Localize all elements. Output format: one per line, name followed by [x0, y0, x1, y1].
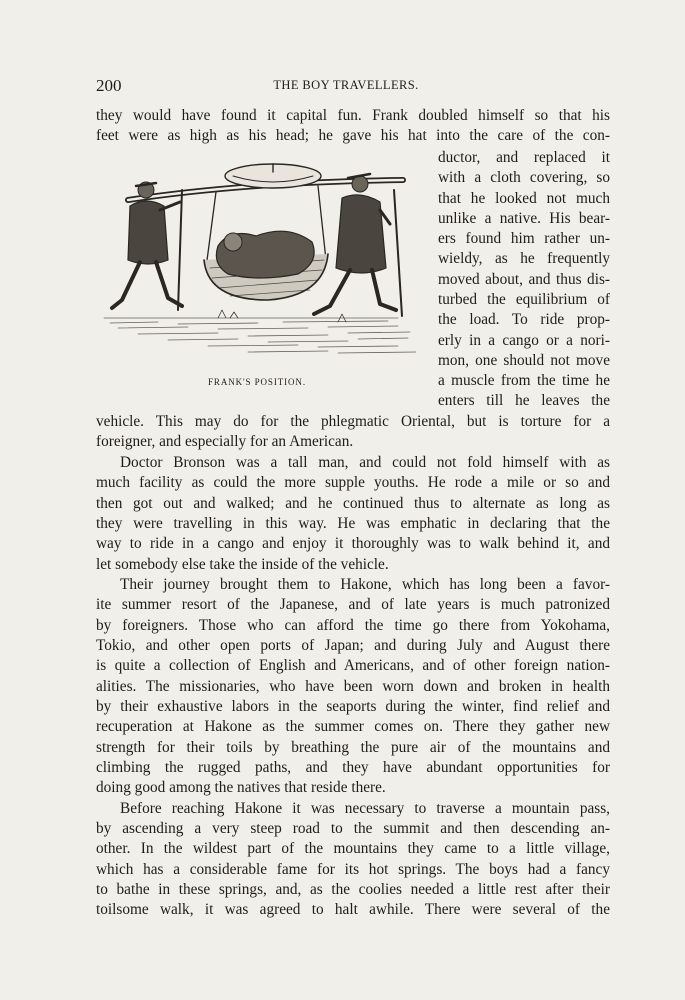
text-line: by their exhaustive labors in the seaports during the winter, find relief and — [96, 698, 610, 715]
text-line: erly in a cango or a nori- — [438, 332, 610, 349]
text-line: recuperation at Hakone as the summer comes on. There they gather new — [96, 718, 610, 735]
text-line: wieldy, as he frequently — [438, 250, 610, 267]
text-line: that he looked not much — [438, 190, 610, 207]
text-line: let somebody else take the inside of the vehicle. — [96, 556, 389, 573]
text-line: toilsome walk, it was agreed to halt awhile. There were several of the — [96, 901, 610, 918]
text-line: turbed the equilibrium of — [438, 291, 610, 308]
text-line: they were travelling in this way. He was emphatic in declaring that the — [96, 515, 610, 532]
text-line: much facility as could the more supple youths. He rode a mile or so and — [96, 474, 610, 491]
text-line: climbing the rugged paths, and they have abundant opportunities for — [96, 759, 610, 776]
text-line: alities. The missionaries, who have been worn down and broken in health — [96, 678, 610, 695]
text-line: ite summer resort of the Japanese, and of late years is much patronized — [96, 596, 610, 613]
text-line: by ascending a very steep road to the summit and then descending an- — [96, 820, 610, 837]
text-line: then got out and walked; and he continued thus to alternate as long as — [96, 495, 610, 512]
paragraph-start: Before reaching Hakone it was necessary to traverse a mountain pass, — [120, 800, 610, 817]
text-line: mon, one should not move — [438, 352, 610, 369]
text-line: other. In the wildest part of the mountains they came to a little village, — [96, 840, 610, 857]
text-line: they would have found it capital fun. Frank doubled himself so that his — [96, 107, 610, 124]
text-line: vehicle. This may do for the phlegmatic Oriental, but is torture for a — [96, 413, 610, 430]
page-number: 200 — [96, 76, 122, 95]
figure-caption: FRANK'S POSITION. — [208, 377, 306, 387]
text-line: moved about, and thus dis- — [438, 271, 610, 288]
text-line: enters till he leaves the — [438, 392, 610, 409]
illustration-cango-bearers — [98, 150, 416, 365]
text-line: is quite a collection of English and Americans, and of other foreign nation- — [96, 657, 610, 674]
text-line: the load. To ride prop- — [438, 311, 610, 328]
text-line: with a cloth covering, so — [438, 169, 610, 186]
running-header — [96, 76, 596, 96]
text-line: doing good among the natives that reside there. — [96, 779, 386, 796]
text-line: foreigner, and especially for an American. — [96, 433, 354, 450]
text-line: to bathe in these springs, and, as the coolies needed a little rest after their — [96, 881, 610, 898]
running-title: THE BOY TRAVELLERS. — [273, 78, 419, 92]
text-line: by foreigners. Those who can afford the time go there from Yokohama, — [96, 617, 610, 634]
paragraph-start: Doctor Bronson was a tall man, and could not fold himself with as — [120, 454, 610, 471]
text-line: ductor, and replaced it — [438, 149, 610, 166]
text-line: feet were as high as his head; he gave his hat into the care of the con- — [96, 127, 610, 144]
text-line: way to ride in a cango and enjoy it thoroughly was to walk behind it, and — [96, 535, 610, 552]
paragraph-start: Their journey brought them to Hakone, which has long been a favor- — [120, 576, 610, 593]
text-line: unlike a native. His bear- — [438, 210, 610, 227]
text-line: ers found him rather un- — [438, 230, 610, 247]
text-line: which has a considerable fame for its hot springs. The boys had a fancy — [96, 861, 610, 878]
text-line: strength for their toils by breathing the pure air of the mountains and — [96, 739, 610, 756]
text-line: a muscle from the time he — [438, 372, 610, 389]
text-line: Tokio, and other open ports of Japan; and during July and August there — [96, 637, 610, 654]
